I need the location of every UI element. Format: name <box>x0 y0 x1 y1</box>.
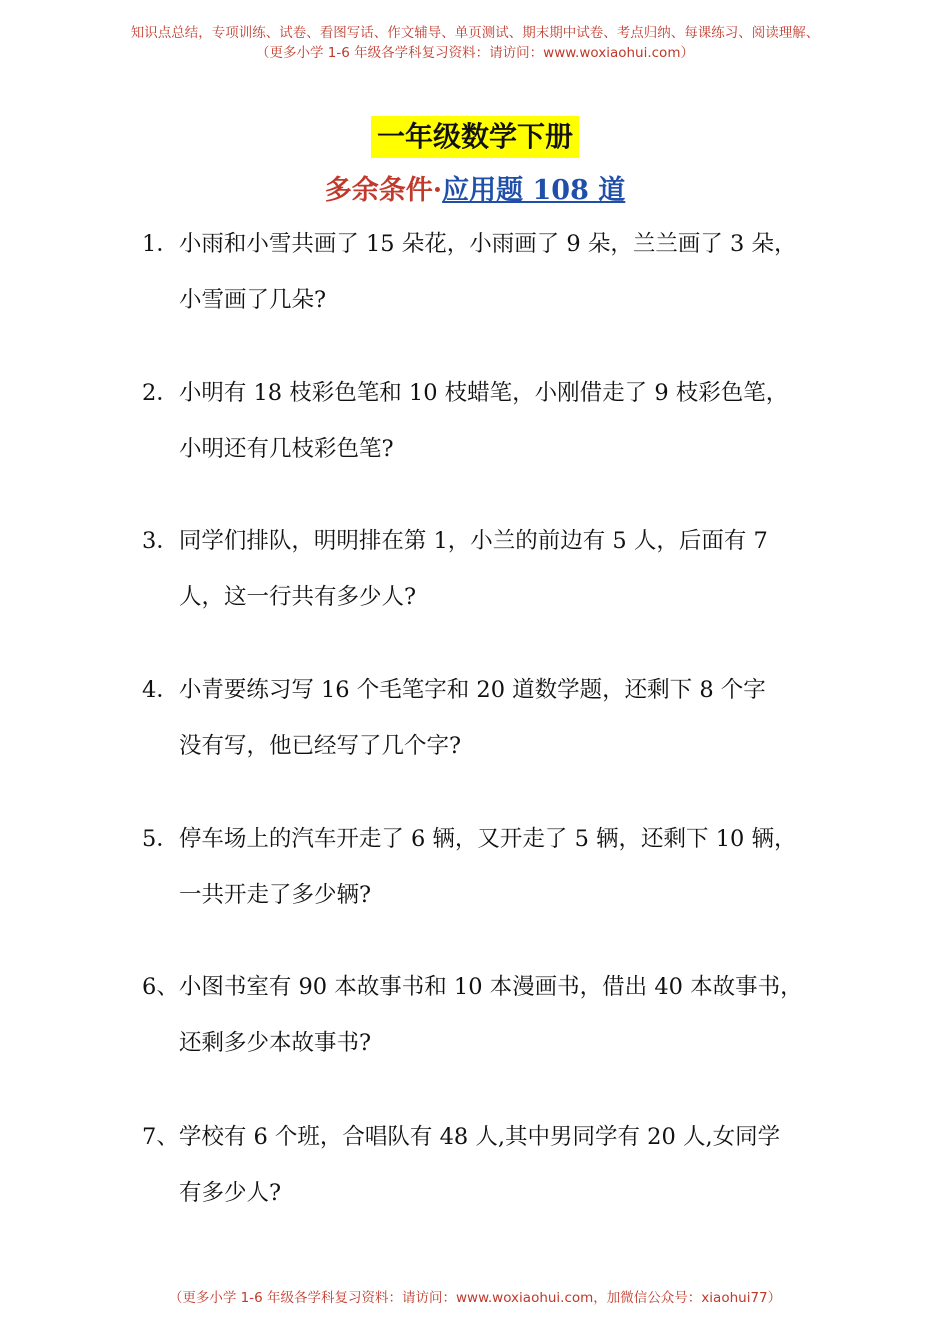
question-1 <box>142 216 822 328</box>
question-line: 1．小雨和小雪共画了 15 朵花，小雨画了 9 朵，兰兰画了 3 朵， <box>142 231 797 257</box>
header-banner-line1: 知识点总结，专项训练、试卷、看图写话、作文辅导、单页测试、期末期中试卷、考点归纳、每课练习、阅读理解、 <box>130 25 820 41</box>
question-2 <box>142 365 822 477</box>
question-line: 有多少人? <box>179 1180 282 1206</box>
question-3 <box>142 513 822 625</box>
question-line: 人，这一行共有多少人? <box>179 584 417 610</box>
question-line: 小明还有几枝彩色笔? <box>179 436 394 462</box>
page-title: 一年级数学下册 <box>371 116 579 158</box>
question-line: 5．停车场上的汽车开走了 6 辆，又开走了 5 辆，还剩下 10 辆， <box>142 826 797 852</box>
question-line: 小雪画了几朵? <box>179 287 327 313</box>
page-subtitle <box>0 172 950 210</box>
title-container <box>0 116 950 158</box>
question-5 <box>142 811 822 923</box>
header-banner-line2: （更多小学 1-6 年级各学科复习资料：请访问：www.woxiaohui.com） <box>256 45 694 61</box>
question-line: 3．同学们排队，明明排在第 1，小兰的前边有 5 人，后面有 7 <box>142 528 768 554</box>
question-line: 还剩多少本故事书? <box>179 1030 372 1056</box>
footer-banner: （更多小学 1-6 年级各学科复习资料：请访问：www.woxiaohui.com，加微信公众号：xiaohui77） <box>168 1290 782 1306</box>
question-6 <box>142 959 822 1071</box>
question-line: 2．小明有 18 枝彩色笔和 10 枝蜡笔，小刚借走了 9 枝彩色笔， <box>142 380 789 406</box>
question-line: 没有写，他已经写了几个字? <box>179 733 462 759</box>
subtitle-count: 应用题 108 道 <box>442 175 626 206</box>
question-line: 7、学校有 6 个班，合唱队有 48 人,其中男同学有 20 人,女同学 <box>142 1124 781 1150</box>
question-line: 6、小图书室有 90 本故事书和 10 本漫画书，借出 40 本故事书， <box>142 974 803 1000</box>
question-4 <box>142 662 822 774</box>
subtitle-topic: 多余条件· <box>324 175 443 206</box>
question-line: 4．小青要练习写 16 个毛笔字和 20 道数学题，还剩下 8 个字 <box>142 677 766 703</box>
question-7 <box>142 1109 822 1221</box>
question-line: 一共开走了多少辆? <box>179 882 372 908</box>
